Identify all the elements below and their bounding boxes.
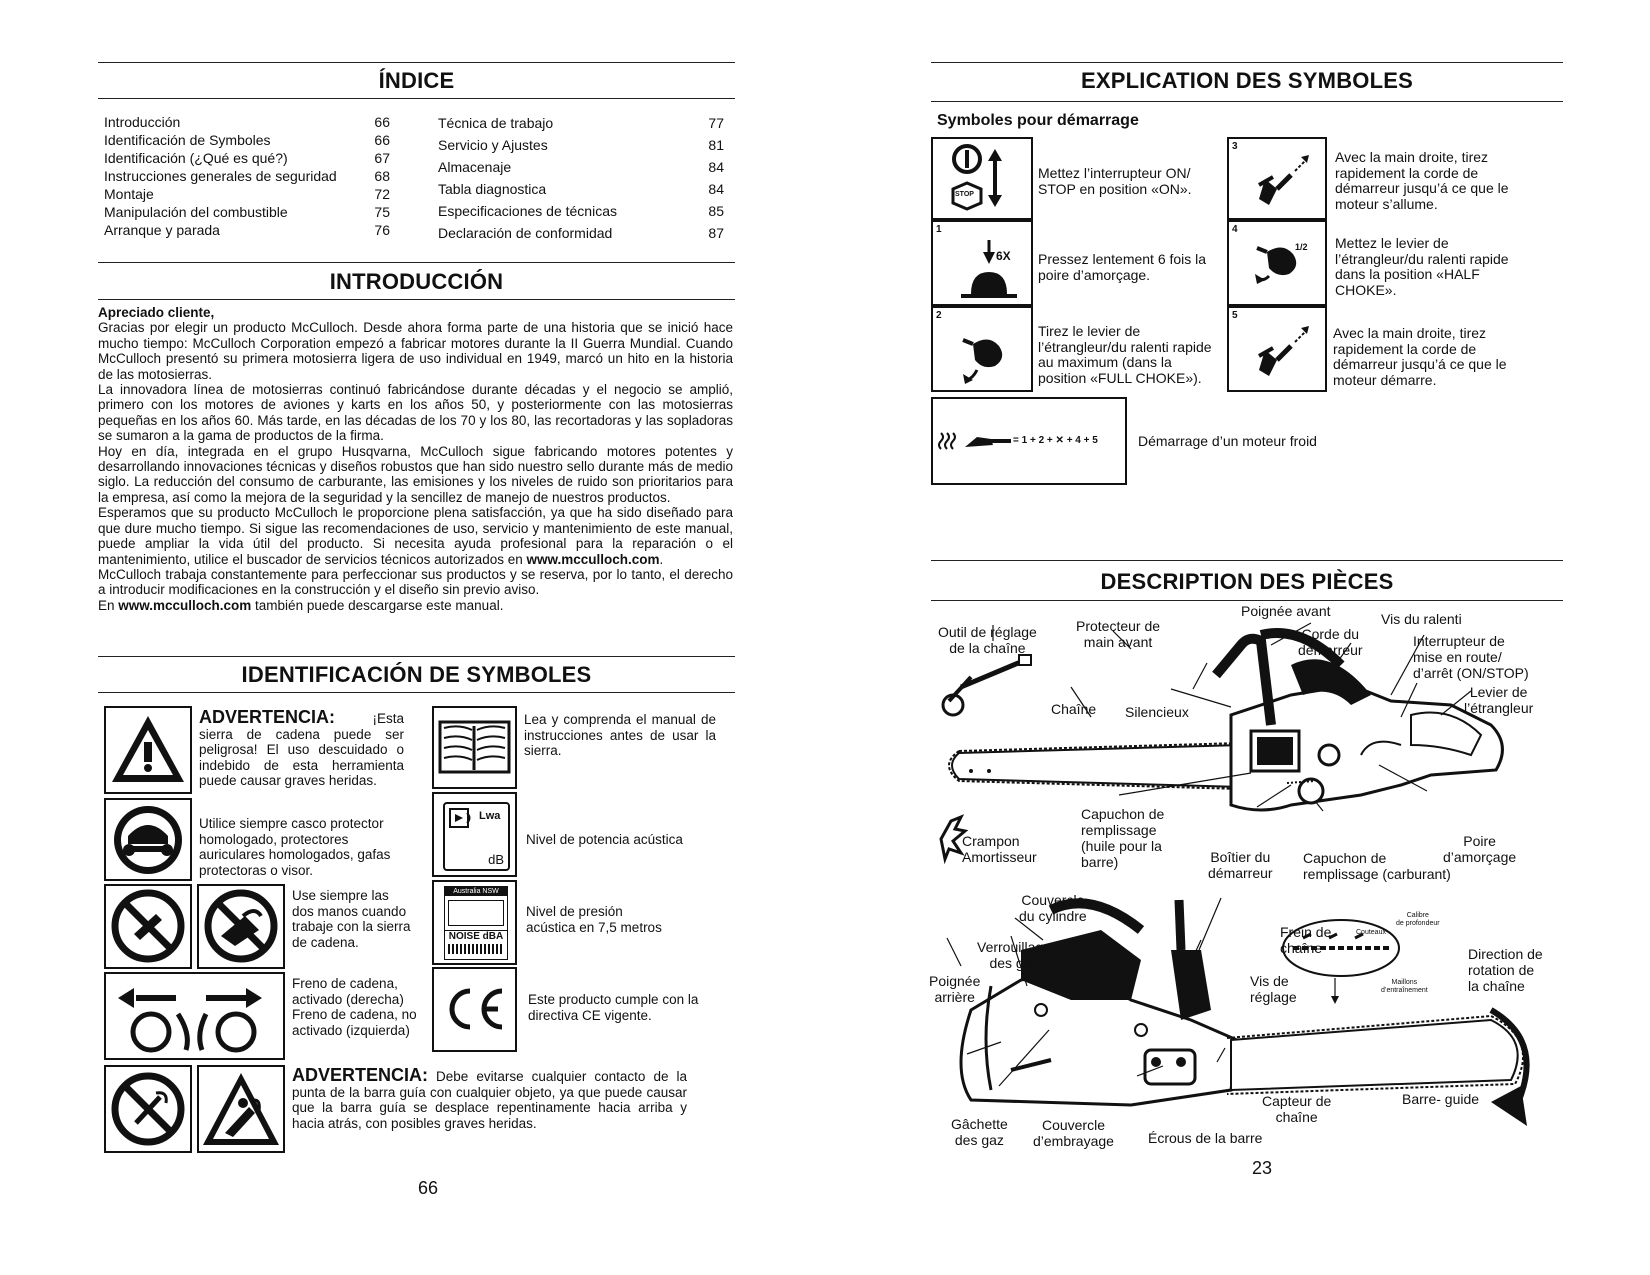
intro-paragraph-text: En (98, 597, 119, 613)
cold-start-sequence-icon (931, 397, 1127, 485)
toc-page: 85 (708, 203, 724, 219)
intro-paragraph: Gracias por elegir un producto McCulloch. Desde ahora forma parte de una historia que se inició hace mucho tiempo: McCulloch Corporation empezó a fabricar motores durante la II Guerra Mundial. Cuando McCulloch presentó su primera motosierra ligera de uso individual en 1949, marcó un hito en la historia de las motosierras. (98, 320, 733, 382)
no-tip-contact-icon (104, 1065, 192, 1153)
toc-page: 76 (374, 222, 390, 238)
no-one-hand-icon (197, 884, 285, 969)
toc-page: 77 (708, 115, 724, 131)
warning-icon (104, 706, 192, 794)
label-fuel-fill-cap: Capuchon de remplissage (carburant) (1303, 850, 1451, 882)
intro-text (98, 305, 733, 613)
label-cylinder-cover: Couvercle du cylindre (1019, 892, 1087, 924)
intro-paragraph: McCulloch trabaja constantemente para perfeccionar sus productos y se reserva, por lo tanto, el derecho a introducir modificaciones en la construcción y el diseño sin previo aviso. (98, 566, 733, 598)
label-idle-screw: Vis du ralenti (1381, 611, 1462, 627)
greeting: Apreciado cliente, (98, 305, 215, 320)
divider (98, 62, 735, 63)
toc-page: 75 (374, 204, 390, 220)
toc-entry (438, 200, 724, 222)
divider (98, 656, 735, 657)
toc-label: Servicio y Ajustes (438, 137, 548, 153)
label-chain-catcher: Capteur de chaîne (1262, 1093, 1332, 1125)
ce-mark-icon (432, 967, 517, 1052)
toc-label: Montaje (104, 186, 154, 202)
step-number: 3 (1232, 141, 1238, 152)
step-number: 5 (1232, 310, 1238, 321)
label-front-handle: Poignée avant (1241, 603, 1331, 619)
divider (98, 299, 735, 300)
label-choke-lever: Levier de l’étrangleur (1464, 684, 1534, 716)
label-chain-brake: Frein de chaîne (1280, 924, 1332, 956)
helmet-icon (104, 798, 192, 881)
label-depth-gauge: Calibre de profondeur (1396, 912, 1440, 927)
label-clutch-cover: Couvercle d’embrayage (1033, 1117, 1114, 1149)
pressure-text: Nivel de presión acústica en 7,5 metros (526, 904, 662, 935)
divider (931, 101, 1563, 102)
label-bumper-spike: Crampon Amortisseur (962, 833, 1037, 865)
label-chain: Chaîne (1051, 701, 1097, 717)
stop-label: STOP (955, 191, 974, 198)
sound-power-frame (443, 802, 510, 871)
manual-text: Lea y comprenda el manual de instrucciones antes de usar la sierra. (524, 712, 716, 758)
divider (931, 600, 1563, 601)
toc-column-2 (438, 112, 724, 244)
primer-bulb-icon (931, 220, 1033, 306)
introduccion-title: INTRODUCCIÓN (329, 269, 504, 294)
power-text: Nivel de potencia acústica (526, 832, 683, 847)
toc-page: 66 (374, 132, 390, 148)
two-hands-text: Use siempre las dos manos cuando trabaje con la sierra de cadena. (292, 888, 411, 950)
toc-page: 66 (374, 114, 390, 130)
toc-page: 72 (374, 186, 390, 202)
divider (931, 560, 1563, 561)
warning-body: ¡Esta sierra de cadena puede ser peligrosa! El uso descuidado o indebido de esta herramienta puede causar graves heridas. (199, 711, 404, 788)
label-muffler: Silencieux (1125, 704, 1189, 720)
sequence-formula: = 1 + 2 + ✕ + 4 + 5 (1013, 435, 1098, 446)
divider (98, 692, 735, 693)
toc-entry (104, 203, 390, 221)
indice-title: ÍNDICE (378, 68, 455, 93)
toc-entry (438, 134, 724, 156)
divider (98, 98, 735, 99)
chain-brake-text: Freno de cadena, activado (derecha) Freno de cadena, no activado (izquierda) (292, 976, 417, 1038)
toc-entry (104, 167, 390, 185)
toc-label: Identificación de Symboles (104, 132, 271, 148)
website-link[interactable]: www.mcculloch.com (526, 551, 660, 567)
toc-label: Manipulación del combustible (104, 204, 288, 220)
toc-label: Instrucciones generales de seguridad (104, 168, 337, 184)
on-stop-text: Mettez l’interrupteur ON/ STOP en position «ON». (1038, 165, 1192, 197)
ce-text: Este producto cumple con la directiva CE vigente. (528, 992, 699, 1023)
helmet-text: Utilice siempre casco protector homologado, protectores auriculares homologados, gafas protectoras o visor. (199, 816, 391, 878)
toc-label: Arranque y parada (104, 222, 220, 238)
toc-entry (438, 156, 724, 178)
toc-page: 68 (374, 168, 390, 184)
step2-text: Tirez le levier de l’étrangleur/du ralenti rapide au maximum (dans la position «FULL CHOKE»). (1038, 323, 1212, 386)
label-bar-nuts: Écrous de la barre (1148, 1130, 1263, 1146)
toc-entry (104, 131, 390, 149)
website-link[interactable]: www.mcculloch.com (118, 597, 252, 613)
label-cutters: Couteaux (1356, 929, 1386, 936)
pull-cord-icon (1227, 306, 1327, 392)
label-front-hand-guard: Protecteur de main avant (1076, 618, 1161, 650)
pull-cord-icon (1227, 137, 1327, 220)
no-one-hand-icon (104, 884, 192, 969)
sound-power-icon (432, 792, 517, 877)
step5-text: Avec la main droite, tirez rapidement la corde de démarreur jusqu’á ce que le moteur démarre. (1333, 325, 1507, 388)
warning-heading: ADVERTENCIA: (199, 707, 336, 727)
choke-full-icon (931, 306, 1033, 392)
label-drive-links: Maillons d’entraînement (1381, 979, 1428, 994)
step1-text: Pressez lentement 6 fois la poire d’amorçage. (1038, 251, 1207, 283)
label-chain-rotation: Direction de rotation de la chaîne (1468, 946, 1543, 994)
label-throttle-trigger: Gâchette des gaz (951, 1116, 1008, 1148)
warning-body: Debe evitarse cualquier contacto de la punta de la barra guía con cualquier objeto, ya que puede causar que la barra guía se desplace repentinamente hacia arriba y hacia atrás, con posibles graves heridas. (292, 1069, 687, 1131)
intro-paragraph-text: también puede descargarse este manual. (251, 597, 504, 613)
intro-paragraph: Hoy en día, integrada en el grupo Husqvarna, McCulloch sigue fabricando motores potentes y desarrollando innovaciones técnicas y diseños robustos que han sido nuestro sello durante más de medio siglo. La reducción del consumo de carburante, las emisiones y los niveles de ruido son prioritarios para la empresa, así como la mejora de la seguridad y la sencillez de manejo de nuestros productos. (98, 443, 733, 505)
toc-entry (104, 113, 390, 131)
toc-page: 67 (374, 150, 390, 166)
cold-start-text: Démarrage d’un moteur froid (1138, 433, 1317, 449)
toc-page: 84 (708, 159, 724, 175)
noise-label: NOISE dBA (445, 930, 507, 942)
toc-label: Técnica de trabajo (438, 115, 554, 131)
toc-label: Especificaciones de técnicas (438, 203, 617, 219)
toc-label: Introducción (104, 114, 181, 130)
step3-text: Avec la main droite, tirez rapidement la corde de démarreur jusqu’á ce que le moteur s’allume. (1335, 149, 1509, 212)
chain-brake-icon (104, 972, 285, 1060)
intro-paragraph (98, 598, 733, 613)
intro-paragraph (98, 505, 733, 567)
noise-pressure-icon (432, 880, 517, 965)
label-oil-fill-cap: Capuchon de remplissage (huile pour la barre) (1081, 806, 1165, 870)
toc-entry (104, 185, 390, 203)
toc-entry (104, 149, 390, 167)
divider (931, 62, 1563, 63)
step4-text: Mettez le levier de l’étrangleur/du ralenti rapide dans la position «HALF CHOKE». (1335, 235, 1509, 298)
fine-print (448, 944, 504, 954)
toc-entry (104, 221, 390, 239)
label-primer-bulb: Poire d’amorçage (1443, 833, 1517, 865)
toc-page: 84 (708, 181, 724, 197)
toc-page: 81 (708, 137, 724, 153)
symbols-title: IDENTIFICACIÓN DE SYMBOLES (241, 662, 592, 687)
noise-label-frame (444, 886, 508, 960)
on-stop-switch-icon (931, 137, 1033, 220)
description-title: DESCRIPTION DES PIÈCES (1100, 569, 1394, 594)
noise-blank-box (448, 900, 504, 926)
intro-paragraph-text: Esperamos que su producto McCulloch le proporcione plena satisfacción, ya que ha sido diseñado para que dure mucho tiempo. Si sigue las recomendaciones de uso, servicio y mantenimiento de este manual, puede ampliar la vida útil del producto. Si necesita ayuda profesional para la reparación o el mantenimiento, utilice el buscador de servicios técnicos autorizados en (98, 505, 733, 567)
punctuation: . (659, 551, 664, 567)
db-label: dB (488, 852, 504, 867)
step-number: 4 (1232, 224, 1238, 235)
label-throttle-lockout: Verrouillage des gaz (977, 939, 1051, 971)
label-chain-tool: Outil de réglage de la chaîne (938, 624, 1037, 656)
label-guide-bar: Barre- guide (1402, 1091, 1480, 1107)
noise-country: Australia NSW (445, 887, 507, 896)
label-adjusting-screw: Vis de réglage (1250, 973, 1297, 1005)
chainsaw-side-diagram (931, 890, 1563, 1150)
chain-tool-icon (943, 655, 1031, 715)
kickback-warning-icon (197, 1065, 285, 1153)
toc-entry (438, 222, 724, 244)
toc-label: Almacenaje (438, 159, 512, 175)
label-starter-cord: Corde du démarreur (1298, 626, 1363, 658)
kickback-text (292, 1065, 687, 1131)
warning-text (199, 707, 404, 789)
starting-symbols-subtitle: Symboles pour démarrage (937, 112, 1139, 129)
step-number: 2 (936, 310, 942, 321)
toc-page: 87 (708, 225, 724, 241)
toc-label: Tabla diagnostica (438, 181, 547, 197)
press-count-label: 6X (996, 249, 1011, 263)
toc-label: Identificación (¿Qué es qué?) (104, 150, 288, 166)
chainsaw-side-body (961, 900, 1237, 1105)
toc-column-1 (104, 113, 390, 239)
explication-title: EXPLICATION DES SYMBOLES (1081, 68, 1413, 93)
warning-heading: ADVERTENCIA: (292, 1065, 429, 1085)
page-number: 23 (1252, 1158, 1273, 1178)
label-starter-housing: Boîtier du démarreur (1208, 849, 1273, 881)
toc-label: Declaración de conformidad (438, 225, 613, 241)
toc-entry (438, 112, 724, 134)
divider (98, 262, 735, 263)
intro-paragraph: La innovadora línea de motosierras continuó fabricándose durante décadas y el negocio se amplió, primero con los motores de aviones y karts en los años 50, y posteriormente con las motosierras pequeñas en los años 60. Más tarde, en las décadas de los 70 y los 80, las recortadoras y las sopladoras se sumaron a la gama de productos de la firma. (98, 382, 733, 444)
half-label: 1/2 (1295, 242, 1308, 252)
label-rear-handle: Poignée arrière (929, 973, 981, 1005)
toc-entry (438, 178, 724, 200)
lwa-label: Lwa (479, 810, 501, 822)
label-on-stop-switch: Interrupteur de mise en route/ d’arrêt (ON/STOP) (1413, 633, 1529, 681)
book-icon (432, 706, 517, 789)
page-number: 66 (418, 1178, 439, 1198)
choke-half-icon (1227, 220, 1327, 306)
step-number: 1 (936, 224, 942, 235)
